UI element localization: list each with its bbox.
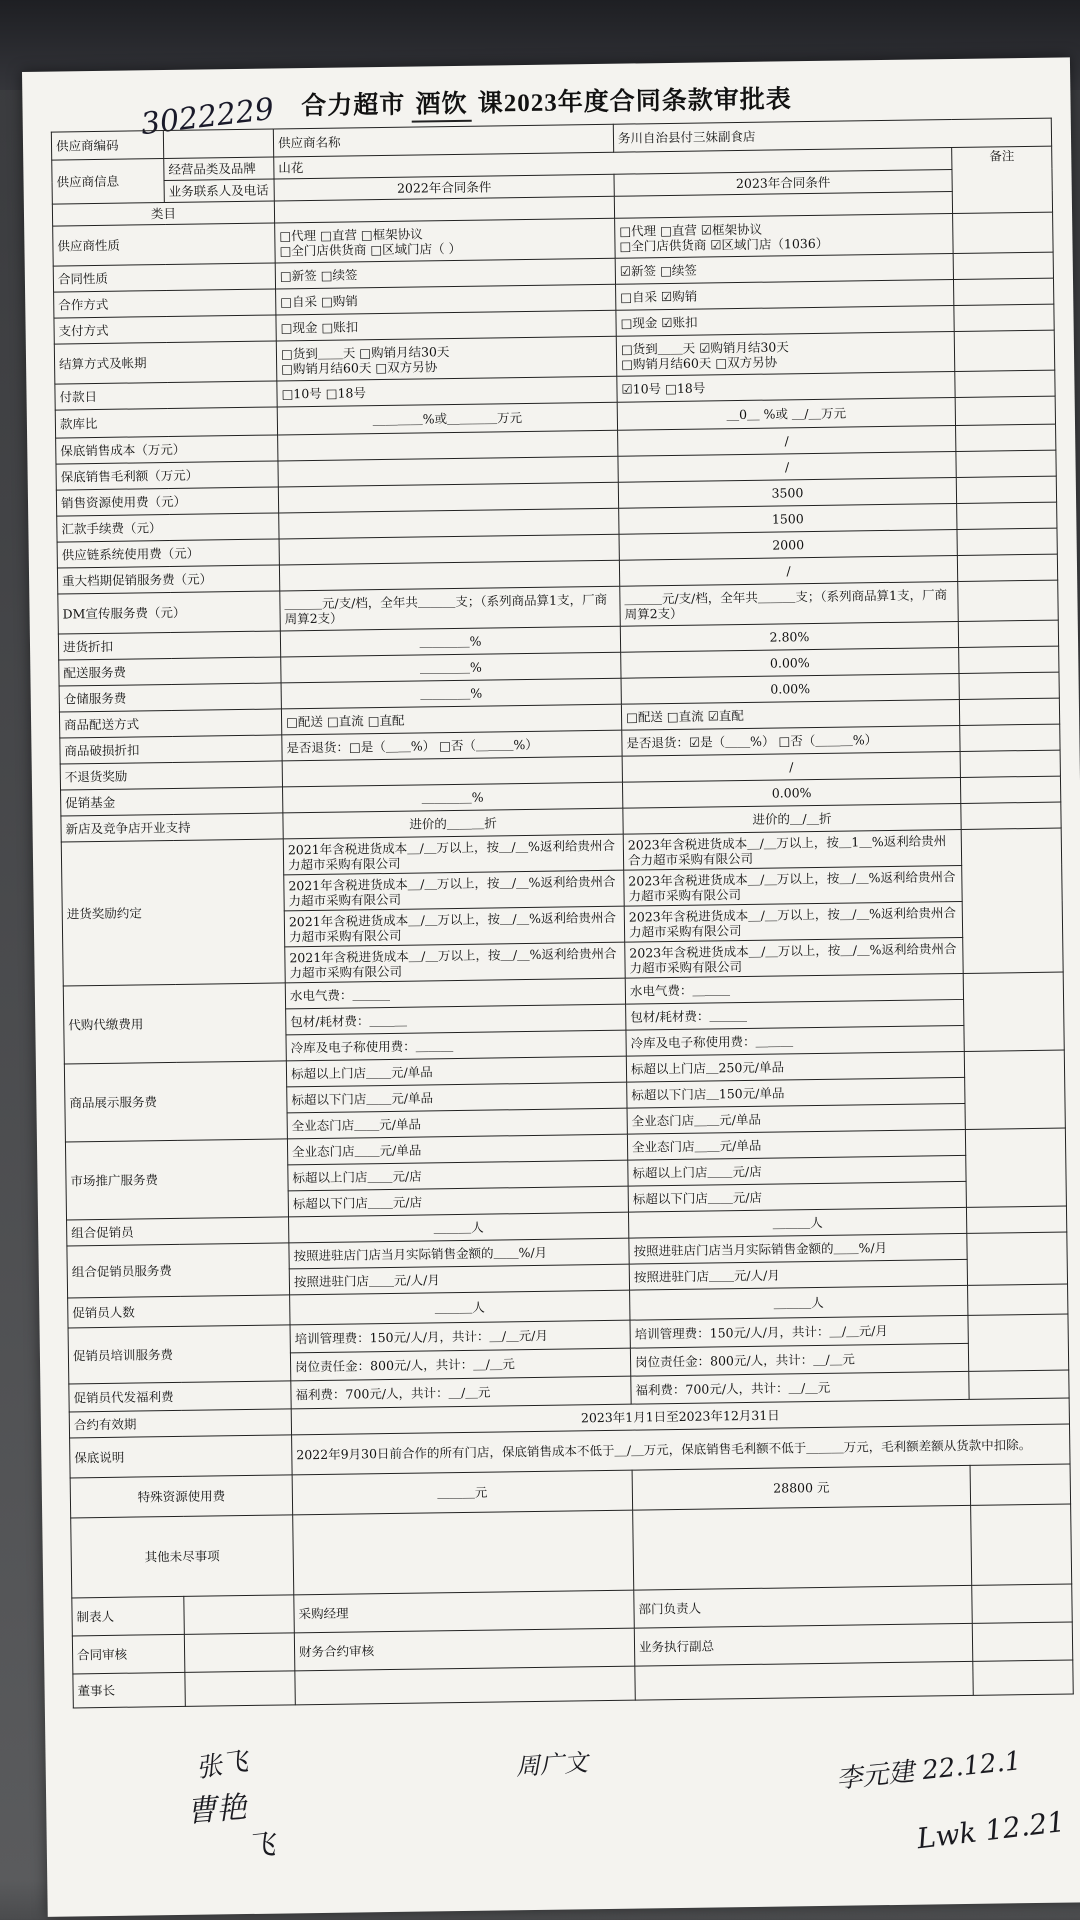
display-2022-1: 标超以上门店＿＿元/单品 bbox=[286, 1056, 626, 1087]
promo-fund-2022: ＿＿＿＿% bbox=[283, 782, 623, 813]
signature-buyer: 周广文 bbox=[514, 1748, 589, 1782]
rebate-2023-1: 2023年含税进货成本＿/＿万以上，按＿1＿%返利给贵州合力超市采购有限公司 bbox=[623, 829, 961, 870]
settle-2023: □货到＿＿天 ☑购销月结30天 □购销月结60天 □双方另协 bbox=[616, 332, 955, 377]
label-supplier-code: 供应商编码 bbox=[51, 131, 163, 161]
damage-2023: 是否退货：☑是（＿＿%） □否（＿＿＿%） bbox=[622, 725, 960, 756]
welfare-2023: 福利费：700元/人，共计：＿/＿元 bbox=[631, 1371, 969, 1404]
label-coop: 合作方式 bbox=[54, 289, 276, 318]
agency-2023-packaging: 包材/耗材费：＿＿＿ bbox=[626, 999, 964, 1030]
label-dm: DM宣传服务费（元） bbox=[58, 591, 281, 634]
signature-review: 曹艳 bbox=[185, 1789, 248, 1830]
training-2023-b: 岗位责任金：800元/人，共计：＿/＿元 bbox=[630, 1343, 968, 1376]
label-payday: 付款日 bbox=[55, 381, 277, 410]
label-dept-head: 部门负责人 bbox=[634, 1585, 972, 1628]
agency-2022-cold: 冷库及电子称使用费：＿＿＿ bbox=[286, 1030, 626, 1061]
title-dept: 酒饮 bbox=[411, 84, 472, 123]
rebate-2022-4: 2021年含税进货成本＿/＿万以上，按＿/＿%返利给贵州合力超市采购有限公司 bbox=[285, 942, 625, 983]
remit-2023: 1500 bbox=[619, 503, 957, 534]
contract-2022: □新签 □续签 bbox=[275, 258, 615, 289]
label-remit: 汇款手续费（元） bbox=[57, 513, 279, 542]
training-2022-a: 培训管理费：150元/人/月，共计：＿/＿元/月 bbox=[290, 1320, 630, 1353]
label-buyer-manager: 采购经理 bbox=[294, 1590, 634, 1633]
label-stock-ratio: 款库比 bbox=[55, 407, 277, 438]
market-2022-3: 标超以下门店＿＿元/店 bbox=[288, 1186, 628, 1217]
label-remarks: 备注 bbox=[952, 146, 1053, 213]
payday-2022: □10号 □18号 bbox=[277, 376, 617, 407]
header-2023: 2023年合同条件 bbox=[614, 170, 952, 197]
label-purchase-discount: 进货折扣 bbox=[58, 631, 280, 660]
sales-resource-2023: 3500 bbox=[618, 477, 956, 508]
display-2023-3: 全业态门店＿＿元/单品 bbox=[627, 1103, 965, 1134]
welfare-2022: 福利费：700元/人，共计：＿/＿元 bbox=[291, 1376, 631, 1409]
label-new-store: 新店及竞争店开业支持 bbox=[61, 813, 283, 842]
contract-2023: ☑新签 □续签 bbox=[615, 254, 953, 285]
rebate-2022-2: 2021年含税进货成本＿/＿万以上，按＿/＿%返利给贵州合力超市采购有限公司 bbox=[284, 870, 624, 911]
delivery-fee-2023: 0.00% bbox=[621, 647, 959, 678]
display-2023-2: 标超以下门店＿150元/单品 bbox=[627, 1077, 965, 1108]
label-display: 商品展示服务费 bbox=[64, 1061, 287, 1142]
training-2022-b: 岗位责任金：800元/人，共计：＿/＿元 bbox=[290, 1348, 630, 1381]
promo-fund-2023: 0.00% bbox=[622, 777, 960, 808]
market-2023-2: 标超以上门店＿＿元/店 bbox=[628, 1155, 966, 1186]
payday-2023: ☑10号 □18号 bbox=[617, 372, 955, 403]
contract-approval-form bbox=[22, 57, 1080, 1916]
group-fee-2023-a: 按照进驻店门店当月实际销售金额的＿＿%/月 bbox=[629, 1233, 967, 1264]
label-vp: 业务执行副总 bbox=[634, 1623, 972, 1666]
market-2022-2: 标超以上门店＿＿元/店 bbox=[288, 1160, 628, 1191]
label-promoter-count: 促销员人数 bbox=[68, 1295, 290, 1328]
label-brand: 经营品类及品牌 bbox=[164, 157, 274, 181]
label-training: 促销员培训服务费 bbox=[68, 1325, 291, 1384]
display-2022-2: 标超以下门店＿＿元/单品 bbox=[287, 1082, 627, 1113]
label-maker: 制表人 bbox=[72, 1596, 185, 1636]
rebate-2023-3: 2023年含税进货成本＿/＿万以上，按＿/＿%返利给贵州合力超市采购有限公司 bbox=[624, 901, 962, 942]
header-2022: 2022年合同条件 bbox=[274, 174, 614, 201]
signature-chairman: 飞 bbox=[245, 1827, 277, 1864]
title-store: 合力超市 bbox=[301, 91, 406, 121]
label-contact: 业务联系人及电话 bbox=[164, 179, 274, 203]
new-store-2023: 进价的＿/＿折 bbox=[623, 803, 961, 834]
label-min-cost: 保底销售成本（万元） bbox=[56, 435, 278, 464]
group-fee-2022-b: 按照进驻门店＿＿元/人/月 bbox=[289, 1264, 629, 1295]
display-2023-1: 标超以上门店＿250元/单品 bbox=[626, 1051, 964, 1082]
market-2023-1: 全业态门店＿＿元/单品 bbox=[627, 1129, 965, 1160]
delivery-fee-2022: ＿＿＿＿% bbox=[281, 652, 621, 683]
dm-2022: ＿＿＿元/支/档，全年共＿＿＿支；（系列商品算1支，厂商周算2支） bbox=[280, 586, 621, 631]
distribution-2022: □配送 □直流 □直配 bbox=[281, 704, 621, 735]
min-profit-2023: / bbox=[618, 451, 956, 482]
settle-2022: □货到＿＿天 □购销月结30天 □购销月结60天 □双方另协 bbox=[276, 336, 617, 381]
validity-period: 2023年1月1日至2023年12月31日 bbox=[291, 1398, 1069, 1435]
label-welfare: 促销员代发福利费 bbox=[69, 1381, 291, 1412]
label-no-return: 不退货奖励 bbox=[60, 761, 282, 790]
label-major-promo: 重大档期促销服务费（元） bbox=[57, 565, 279, 594]
signature-vp: Lwk 12.21 bbox=[915, 1804, 1067, 1856]
label-supplier-nature: 供应商性质 bbox=[53, 223, 276, 266]
group-fee-2022-a: 按照进驻店门店当月实际销售金额的＿＿%/月 bbox=[289, 1238, 629, 1269]
label-sales-resource: 销售资源使用费（元） bbox=[56, 487, 278, 516]
no-return-2023: / bbox=[622, 751, 960, 782]
damage-2022: 是否退货：□是（＿＿%） □否（＿＿＿%） bbox=[282, 730, 622, 761]
label-special: 特殊资源使用费 bbox=[70, 1475, 293, 1518]
label-category: 类目 bbox=[52, 201, 274, 226]
min-cost-2023: / bbox=[618, 426, 956, 457]
storage-2023: 0.00% bbox=[621, 673, 959, 704]
coop-2022: □自采 □购销 bbox=[276, 284, 616, 315]
signature-dept-head: 李元建 22.12.1 bbox=[834, 1746, 1023, 1795]
nature-2023: □代理 □直营 ☑框架协议 □全门店供货商 ☑区域门店（1036） bbox=[615, 214, 954, 259]
agency-2022-utilities: 水电气费：＿＿＿ bbox=[285, 978, 625, 1009]
label-market: 市场推广服务费 bbox=[65, 1139, 288, 1220]
pay-2022: □现金 □账扣 bbox=[276, 310, 616, 341]
rebate-2022-1: 2021年含税进货成本＿/＿万以上，按＿/＿%返利给贵州合力超市采购有限公司 bbox=[283, 834, 623, 875]
group-fee-2023-b: 按照进驻门店＿＿元/人/月 bbox=[629, 1259, 967, 1290]
agency-2023-utilities: 水电气费：＿＿＿ bbox=[625, 973, 963, 1004]
label-contract: 合同性质 bbox=[53, 263, 275, 292]
label-validity: 合约有效期 bbox=[69, 1409, 291, 1438]
label-supplier-name: 供应商名称 bbox=[273, 124, 613, 157]
coop-2023: □自采 ☑购销 bbox=[616, 280, 954, 311]
promoter-count-2023: ＿＿＿人 bbox=[630, 1285, 968, 1320]
form-table bbox=[51, 118, 1074, 1709]
stock-2022: ＿＿＿＿%或＿＿＿＿万元 bbox=[277, 402, 617, 435]
label-guarantee: 保底说明 bbox=[70, 1435, 293, 1478]
label-chairman: 董事长 bbox=[73, 1672, 185, 1708]
label-group-fee: 组合促销员服务费 bbox=[67, 1243, 290, 1298]
supplier-name: 务川自治县付三妹副食店 bbox=[613, 118, 1051, 152]
new-store-2022: 进价的＿＿＿折 bbox=[283, 808, 623, 839]
agency-2023-cold: 冷库及电子称使用费：＿＿＿ bbox=[626, 1025, 964, 1056]
special-2022: ＿＿＿元 bbox=[292, 1470, 633, 1515]
promoter-count-2022: ＿＿＿人 bbox=[290, 1290, 630, 1325]
signature-maker: 张飞 bbox=[194, 1746, 251, 1785]
display-2022-3: 全业态门店＿＿元/单品 bbox=[287, 1108, 627, 1139]
market-2022-1: 全业态门店＿＿元/单品 bbox=[287, 1134, 627, 1165]
purchase-discount-2022: ＿＿＿＿% bbox=[280, 626, 620, 657]
major-promo-2023: / bbox=[619, 555, 957, 586]
label-other: 其他未尽事项 bbox=[71, 1515, 294, 1598]
label-damage: 商品破损折扣 bbox=[60, 735, 282, 764]
guarantee-text: 2022年9月30日前合作的所有门店，保底销售成本不低于＿/＿万元，保底销售毛利额不低于＿＿＿万元，毛利额差额从货款中扣除。 bbox=[292, 1424, 1070, 1475]
training-2023-a: 培训管理费：150元/人/月，共计：＿/＿元/月 bbox=[630, 1315, 968, 1348]
title-rest: 课2023年度合同条款审批表 bbox=[477, 86, 792, 118]
stock-2023: ＿0＿ %或 ＿/＿万元 bbox=[617, 398, 955, 431]
dm-2023: ＿＿＿元/支/档，全年共＿＿＿支；（系列商品算1支，厂商周算2支） bbox=[620, 581, 959, 626]
rebate-2023-2: 2023年含税进货成本＿/＿万以上，按＿/＿%返利给贵州合力超市采购有限公司 bbox=[624, 865, 962, 906]
brand-value: 山花 bbox=[274, 148, 952, 179]
purchase-discount-2023: 2.80% bbox=[620, 621, 958, 652]
label-review: 合同审核 bbox=[72, 1634, 185, 1674]
rebate-2022-3: 2021年含税进货成本＿/＿万以上，按＿/＿%返利给贵州合力超市采购有限公司 bbox=[284, 906, 624, 947]
label-distribution: 商品配送方式 bbox=[59, 709, 281, 738]
label-settle: 结算方式及帐期 bbox=[54, 341, 277, 384]
label-storage: 仓储服务费 bbox=[59, 683, 281, 712]
label-supply-chain: 供应链系统使用费（元） bbox=[57, 539, 279, 568]
pay-2023: □现金 ☑账扣 bbox=[616, 306, 954, 337]
label-delivery-fee: 配送服务费 bbox=[59, 657, 281, 686]
market-2023-3: 标超以下门店＿＿元/店 bbox=[628, 1181, 966, 1212]
agency-2022-packaging: 包材/耗材费：＿＿＿ bbox=[286, 1004, 626, 1035]
storage-2022: ＿＿＿＿% bbox=[281, 678, 621, 709]
label-pay: 支付方式 bbox=[54, 315, 276, 344]
group-promoter-2023: ＿＿＿人 bbox=[628, 1207, 966, 1238]
rebate-2023-4: 2023年含税进货成本＿/＿万以上，按＿/＿%返利给贵州合力超市采购有限公司 bbox=[625, 937, 963, 978]
handwritten-supplier-code: 3022229 bbox=[139, 91, 276, 143]
group-promoter-2022: ＿＿＿人 bbox=[289, 1212, 629, 1243]
label-agency: 代购代缴费用 bbox=[63, 983, 286, 1064]
label-rebate: 进货奖励约定 bbox=[61, 839, 285, 986]
label-min-profit: 保底销售毛利额（万元） bbox=[56, 461, 278, 490]
label-group-promoter: 组合促销员 bbox=[67, 1217, 289, 1246]
label-supplier-info: 供应商信息 bbox=[52, 159, 165, 205]
label-finance: 财务合约审核 bbox=[294, 1628, 634, 1671]
special-2023: 28800 元 bbox=[632, 1465, 971, 1510]
label-promo-fund: 促销基金 bbox=[61, 787, 283, 816]
supply-chain-2023: 2000 bbox=[619, 529, 957, 560]
nature-2022: □代理 □直营 □框架协议 □全门店供货商 □区域门店（ ） bbox=[275, 218, 616, 263]
distribution-2023: □配送 □直流 ☑直配 bbox=[621, 699, 959, 730]
